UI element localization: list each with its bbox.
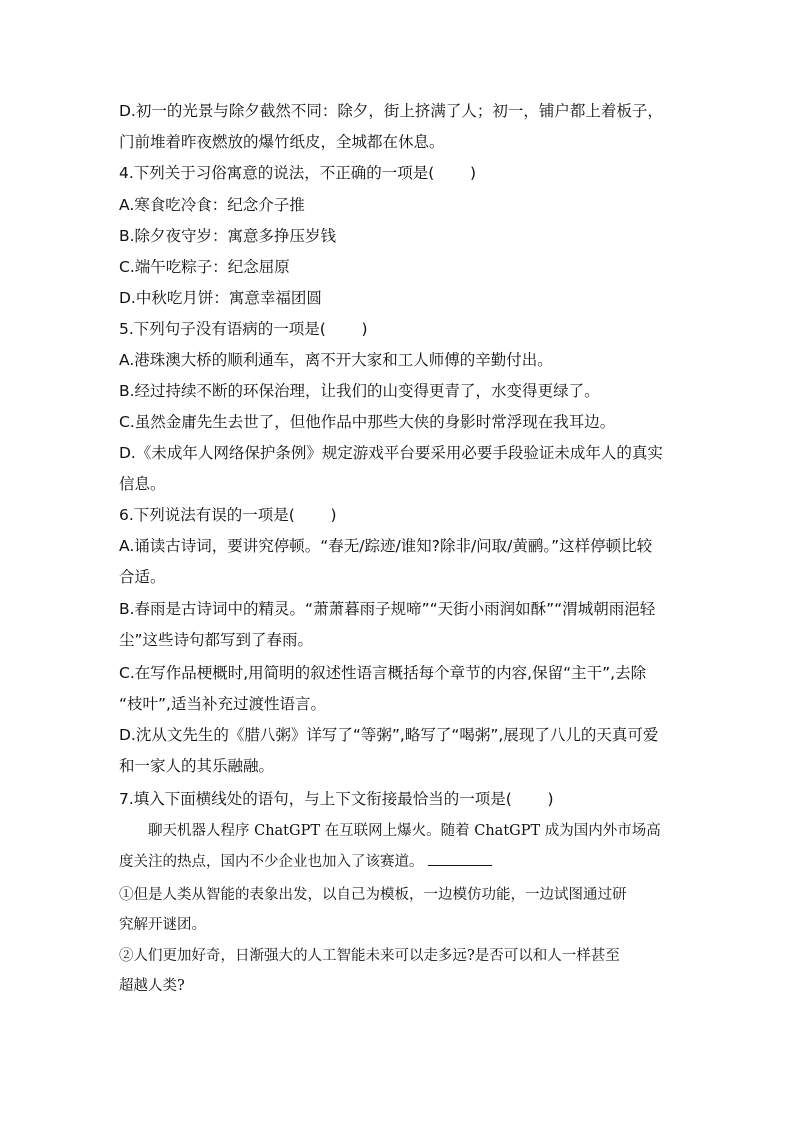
q5-option-b: B.经过持续不断的环保治理，让我们的山变得更青了，水变得更绿了。 — [119, 382, 600, 400]
q6-option-d-line1: D.沈从文先生的《腊八粥》详写了“等粥”,略写了“喝粥”,展现了八儿的天真可爱 — [119, 726, 659, 744]
q7-item1-line2: 究解开谜团。 — [119, 917, 206, 933]
q4-option-d: D.中秋吃月饼：寓意幸福团圆 — [119, 289, 322, 307]
q4-option-b: B.除夕夜守岁：寓意多挣压岁钱 — [119, 227, 337, 245]
q7-passage-line1: 聊天机器人程序 ChatGPT 在互联网上爆火。随着 ChatGPT 成为国内外市场高 — [148, 823, 661, 839]
q7-stem-text: 7.填入下面横线处的语句，与上下文衔接最恰当的一项是( — [119, 790, 512, 808]
q4-stem — [119, 162, 689, 184]
q6-stem — [119, 504, 689, 526]
q7-stem — [119, 788, 689, 810]
q6-option-a-line1: A.诵读古诗词，要讲究停顿。“春无/踪迹/谁知?除非/问取/黄鹂。”这样停顿比较 — [119, 537, 653, 555]
q6-option-c-line2: “枝叶”,适当补充过渡性语言。 — [119, 695, 326, 713]
q5-option-d-line1: D.《未成年人网络保护条例》规定游戏平台要采用必要手段验证未成年人的真实 — [119, 444, 663, 462]
q6-option-c-line1: C.在写作品梗概时,用简明的叙述性语言概括每个章节的内容,保留“主干”,去除 — [119, 664, 647, 682]
q6-option-b-line1: B.春雨是古诗词中的精灵。“萧萧暮雨子规啼”“天街小雨润如酥”“渭城朝雨浥轻 — [119, 600, 656, 618]
q4-stem-text: 4.下列关于习俗寓意的说法，不正确的一项是( — [119, 164, 435, 182]
q5-option-a: A.港珠澳大桥的顺利通车，离不开大家和工人师傅的辛勤付出。 — [119, 351, 553, 369]
q7-item1-line1: ①但是人类从智能的表象出发，以自己为模板，一边模仿功能，一边试图通过研 — [119, 887, 627, 903]
q5-option-c: C.虽然金庸先生去世了，但他作品中那些大侠的身影时常浮现在我耳边。 — [119, 413, 616, 431]
q6-stem-text: 6.下列说法有误的一项是( — [119, 506, 295, 524]
q7-passage-line2 — [119, 851, 689, 873]
q3-option-d-line2: 门前堆着昨夜燃放的爆竹纸皮，全城都在休息。 — [119, 133, 445, 151]
q5-stem-close: ) — [361, 320, 368, 338]
q5-option-d-line2: 信息。 — [119, 475, 166, 493]
q3-option-d-line1: D.初一的光景与除夕截然不同：除夕，街上挤满了人；初一，铺户都上着板子， — [119, 102, 663, 120]
q7-stem-close: ) — [547, 790, 554, 808]
q6-option-d-line2: 和一家人的其乐融融。 — [119, 757, 275, 775]
q7-passage-text: 度关注的热点，国内不少企业也加入了该赛道。 — [119, 854, 424, 870]
q7-fill-blank[interactable] — [428, 851, 492, 866]
q6-option-b-line2: 尘”这些诗句都写到了春雨。 — [119, 631, 314, 649]
q6-stem-close: ) — [330, 506, 337, 524]
q5-stem — [119, 318, 689, 340]
q4-option-a: A.寒食吃冷食：纪念介子推 — [119, 196, 305, 214]
q5-stem-text: 5.下列句子没有语病的一项是( — [119, 320, 326, 338]
q6-option-a-line2: 合适。 — [119, 568, 166, 586]
q7-item2-line1: ②人们更加好奇，日渐强大的人工智能未来可以走多远?是否可以和人一样甚至 — [119, 948, 620, 964]
q7-item2-line2: 超越人类? — [119, 978, 185, 994]
q4-option-c: C.端午吃粽子：纪念屈原 — [119, 258, 290, 276]
q4-stem-close: ) — [469, 164, 477, 182]
